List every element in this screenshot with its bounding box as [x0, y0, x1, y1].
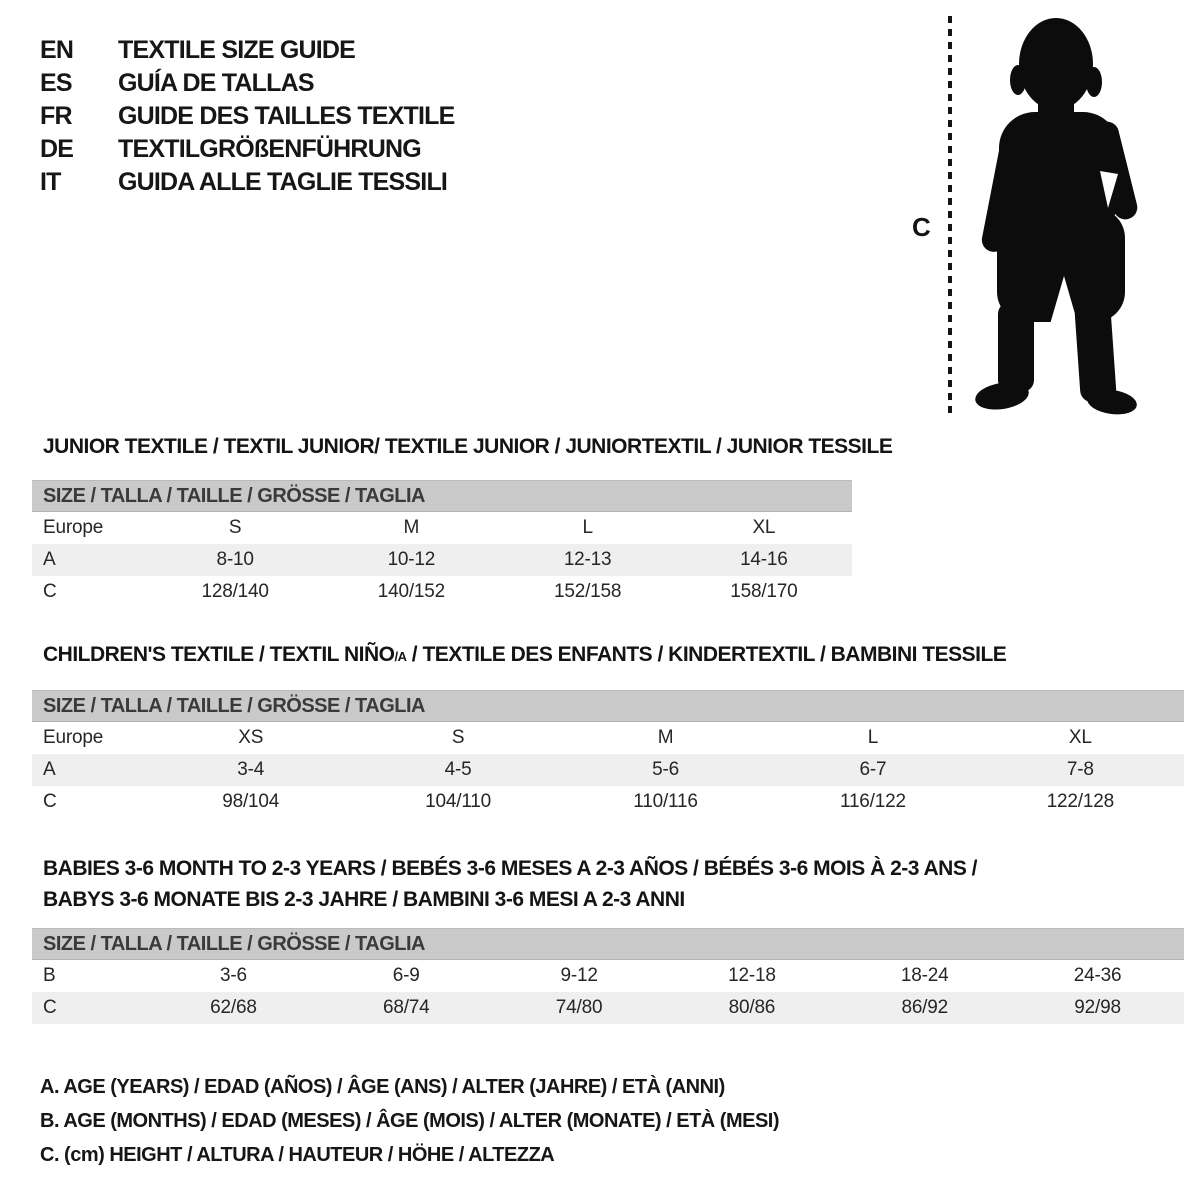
height-value: 68/74	[382, 997, 430, 1018]
size-value: M	[403, 517, 420, 538]
size-value: S	[451, 727, 465, 748]
junior-size-header-bar: SIZE / TALLA / TAILLE / GRÖSSE / TAGLIA	[32, 480, 852, 512]
language-row-de	[40, 133, 455, 166]
babies-row-height	[32, 992, 1184, 1024]
row-label: Europe	[43, 727, 104, 748]
size-value: XL	[1068, 727, 1092, 748]
row-label: A	[43, 549, 56, 570]
language-code-en: EN	[40, 36, 74, 64]
height-value: 62/68	[210, 997, 257, 1018]
height-value: 158/170	[730, 581, 798, 602]
height-value: 140/152	[377, 581, 446, 602]
row-label: C	[43, 997, 57, 1018]
size-value: S	[228, 517, 242, 538]
children-size-header-bar: SIZE / TALLA / TAILLE / GRÖSSE / TAGLIA	[32, 690, 1184, 722]
height-value: 80/86	[728, 997, 776, 1018]
height-value: 74/80	[555, 997, 603, 1018]
height-value: 92/98	[1074, 997, 1121, 1018]
row-label: B	[43, 965, 56, 986]
junior-row-height	[32, 576, 852, 608]
legend-line-age-months: B. AGE (MONTHS) / EDAD (MESES) / ÂGE (MOIS) / ALTER (MONATE) / ETÀ (MESI)	[40, 1110, 780, 1132]
children-heading-suffix: /A	[394, 649, 407, 664]
months-value: 9-12	[560, 965, 598, 986]
height-value: 86/92	[901, 997, 948, 1018]
language-code-es: ES	[40, 69, 72, 97]
toddler-silhouette-icon	[966, 16, 1138, 418]
months-value: 3-6	[219, 965, 247, 986]
height-value: 128/140	[201, 581, 269, 602]
height-value: 110/116	[633, 791, 698, 812]
junior-section-heading: JUNIOR TEXTILE / TEXTIL JUNIOR/ TEXTILE JUNIOR / JUNIORTEXTIL / JUNIOR TESSILE	[43, 435, 893, 458]
babies-size-header-bar: SIZE / TALLA / TAILLE / GRÖSSE / TAGLIA	[32, 928, 1184, 960]
age-value: 6-7	[859, 759, 887, 780]
months-value: 6-9	[392, 965, 420, 986]
language-code-it: IT	[40, 168, 61, 196]
height-value: 104/110	[425, 791, 492, 812]
language-title-list	[40, 34, 455, 199]
guide-title-en: TEXTILE SIZE GUIDE	[118, 36, 356, 64]
guide-title-es: GUÍA DE TALLAS	[118, 69, 314, 97]
height-value: 98/104	[222, 791, 280, 812]
row-label: A	[43, 759, 56, 780]
guide-title-it: GUIDA ALLE TAGLIE TESSILI	[118, 168, 448, 196]
months-value: 18-24	[900, 965, 949, 986]
junior-row-europe	[32, 512, 852, 544]
language-code-de: DE	[40, 135, 74, 163]
children-row-height	[32, 786, 1184, 818]
legend-line-age-years: A. AGE (YEARS) / EDAD (AÑOS) / ÂGE (ANS) / ALTER (JAHRE) / ETÀ (ANNI)	[40, 1076, 725, 1098]
age-value: 10-12	[387, 549, 436, 570]
language-code-fr: FR	[40, 102, 72, 130]
age-value: 5-6	[652, 759, 679, 780]
height-measure-dashed-line	[948, 16, 952, 416]
months-value: 24-36	[1073, 965, 1122, 986]
babies-heading-line-1: BABIES 3-6 MONTH TO 2-3 YEARS / BEBÉS 3-6 MESES A 2-3 AÑOS / BÉBÉS 3-6 MOIS À 2-3 ANS /	[43, 857, 978, 880]
row-label: C	[43, 791, 57, 812]
babies-row-months	[32, 960, 1184, 992]
size-value: L	[582, 517, 593, 538]
language-row-fr	[40, 100, 455, 133]
children-heading-text-2: / TEXTILE DES ENFANTS / KINDERTEXTIL / BAMBINI TESSILE	[406, 643, 1007, 666]
age-value: 12-13	[563, 549, 612, 570]
age-value: 7-8	[1066, 759, 1094, 780]
row-label: C	[43, 581, 57, 602]
height-measure-label: C	[912, 212, 931, 242]
row-label: Europe	[43, 517, 104, 538]
height-value: 116/122	[839, 791, 906, 812]
size-value: M	[657, 727, 674, 748]
age-value: 8-10	[216, 549, 254, 570]
babies-size-table	[32, 928, 1184, 1024]
size-value: XL	[752, 517, 776, 538]
guide-title-de: TEXTILGRÖßENFÜHRUNG	[118, 135, 421, 163]
children-row-europe	[32, 722, 1184, 754]
size-value: L	[867, 727, 879, 748]
size-value: XS	[238, 727, 264, 748]
language-row-es	[40, 67, 455, 100]
months-value: 12-18	[728, 965, 776, 986]
children-size-table	[32, 690, 1184, 818]
babies-section-heading	[43, 853, 977, 915]
junior-row-age	[32, 544, 852, 576]
language-row-en	[40, 34, 455, 67]
age-value: 4-5	[444, 759, 472, 780]
age-value: 14-16	[740, 549, 788, 570]
children-row-age	[32, 754, 1184, 786]
junior-size-table	[32, 480, 852, 608]
children-heading-text: CHILDREN'S TEXTILE / TEXTIL NIÑO	[43, 643, 395, 666]
legend-line-height-cm: C. (cm) HEIGHT / ALTURA / HAUTEUR / HÖHE / ALTEZZA	[40, 1144, 555, 1166]
children-section-heading	[43, 644, 1006, 668]
guide-title-fr: GUIDE DES TAILLES TEXTILE	[118, 102, 455, 130]
measurement-legend	[40, 1076, 779, 1178]
babies-heading-line-2: BABYS 3-6 MONATE BIS 2-3 JAHRE / BAMBINI 3-6 MESI A 2-3 ANNI	[43, 888, 685, 911]
language-row-it	[40, 166, 455, 199]
age-value: 3-4	[237, 759, 265, 780]
height-value: 152/158	[553, 581, 622, 602]
height-value: 122/128	[1046, 791, 1114, 812]
